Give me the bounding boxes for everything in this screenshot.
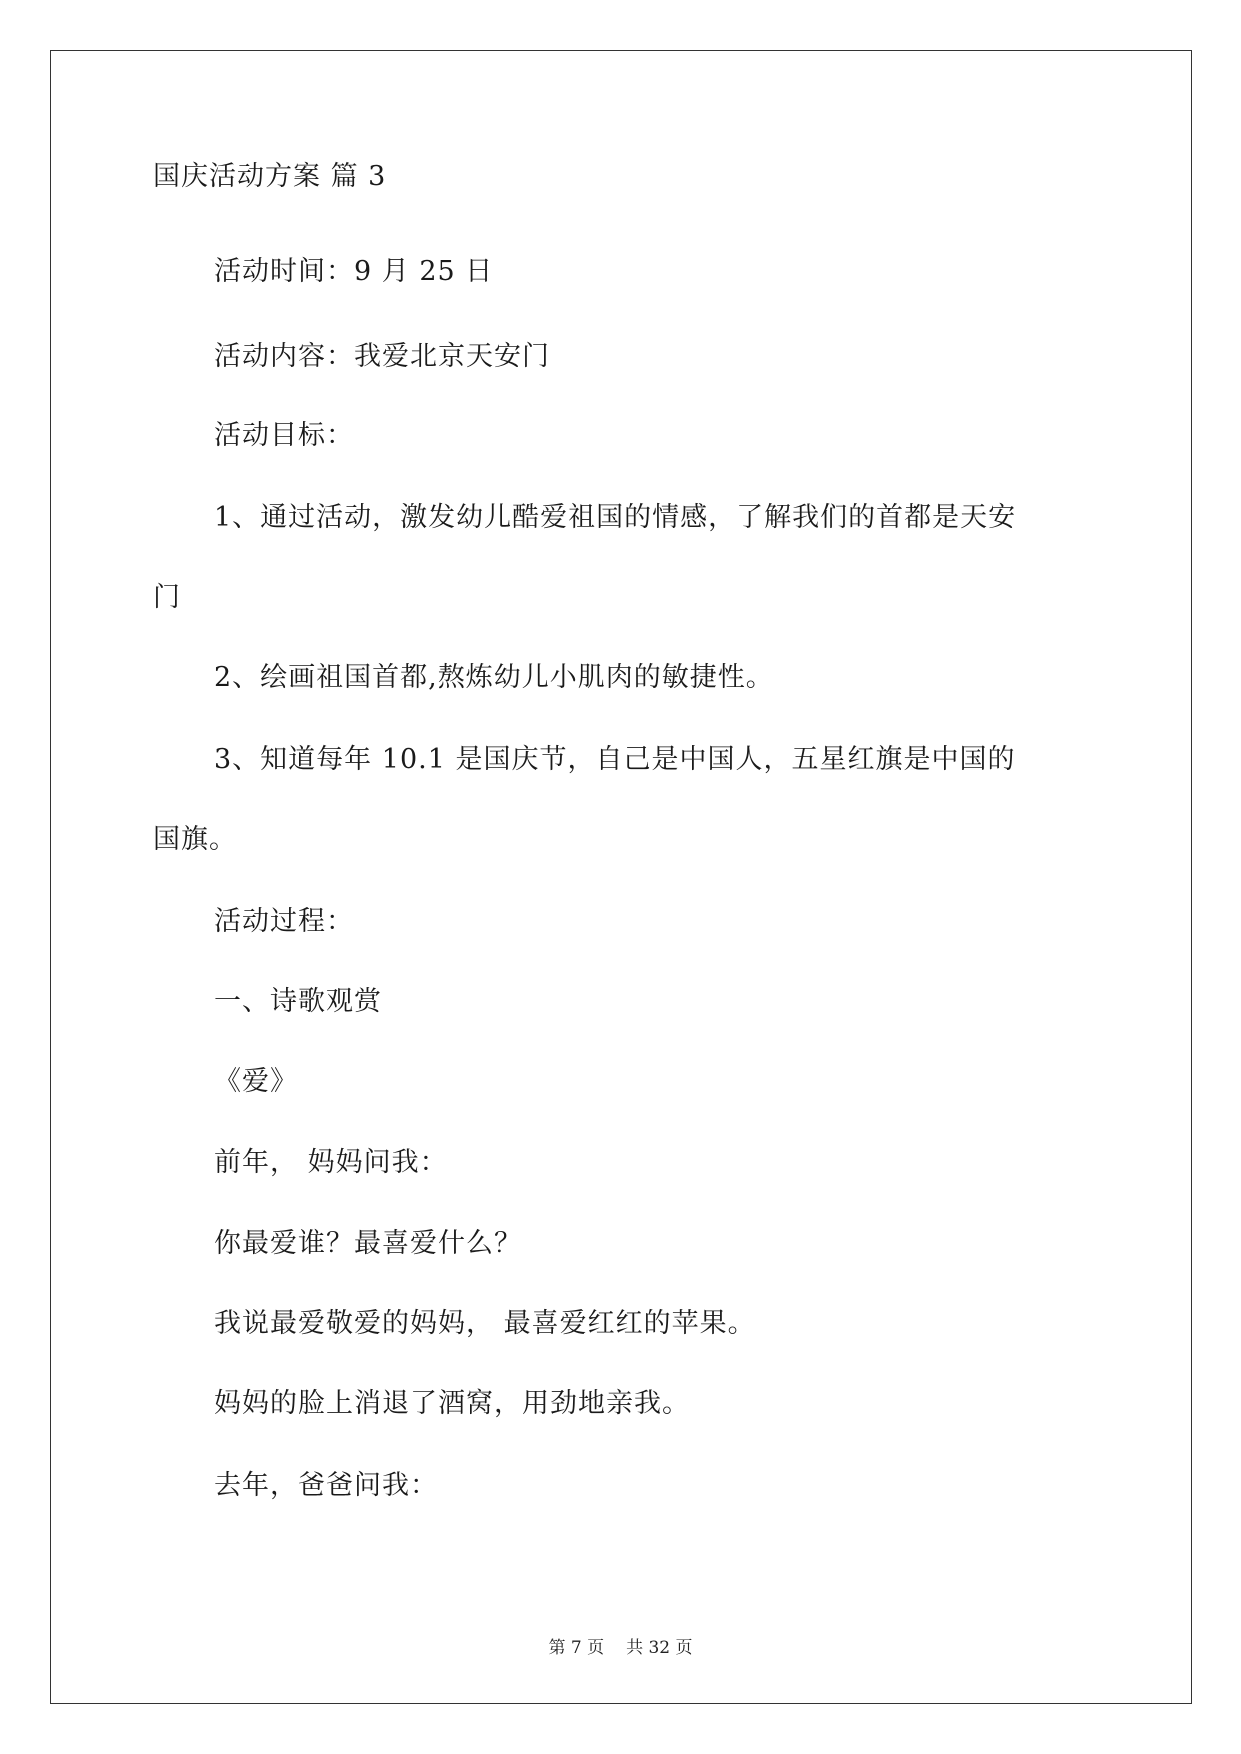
section-title: 国庆活动方案 篇 3 xyxy=(153,161,387,192)
page-border xyxy=(50,50,1192,1704)
goal-3-line-1: 3、知道每年 10.1 是国庆节，自己是中国人，五星红旗是中国的 xyxy=(214,744,1016,775)
poem-title: 《爱》 xyxy=(214,1066,298,1097)
activity-time: 活动时间：9 月 25 日 xyxy=(214,256,494,287)
goal-1-line-1: 1、通过活动，激发幼儿酷爱祖国的情感，了解我们的首都是天安 xyxy=(214,502,1017,533)
page-number: 第 7 页 xyxy=(548,1638,605,1658)
poem-line: 你最爱谁？最喜爱什么？ xyxy=(214,1228,522,1259)
step-1-heading: 一、诗歌观赏 xyxy=(214,986,382,1017)
goal-1-line-2: 门 xyxy=(153,582,181,613)
activity-content: 活动内容：我爱北京天安门 xyxy=(214,341,550,372)
poem-line: 去年，爸爸问我： xyxy=(214,1470,438,1501)
poem-line: 妈妈的脸上消退了酒窝，用劲地亲我。 xyxy=(214,1388,690,1419)
poem-line: 我说最爱敬爱的妈妈， 最喜爱红红的苹果。 xyxy=(214,1308,756,1339)
activity-goals-heading: 活动目标： xyxy=(214,420,354,451)
page-footer xyxy=(0,1637,1241,1659)
goal-2: 2、绘画祖国首都,熬炼幼儿小肌肉的敏捷性。 xyxy=(214,662,774,693)
poem-line: 前年， 妈妈问我： xyxy=(214,1147,448,1178)
page-total: 共 32 页 xyxy=(626,1638,693,1658)
activity-process-heading: 活动过程： xyxy=(214,906,354,937)
goal-3-line-2: 国旗。 xyxy=(153,824,237,855)
